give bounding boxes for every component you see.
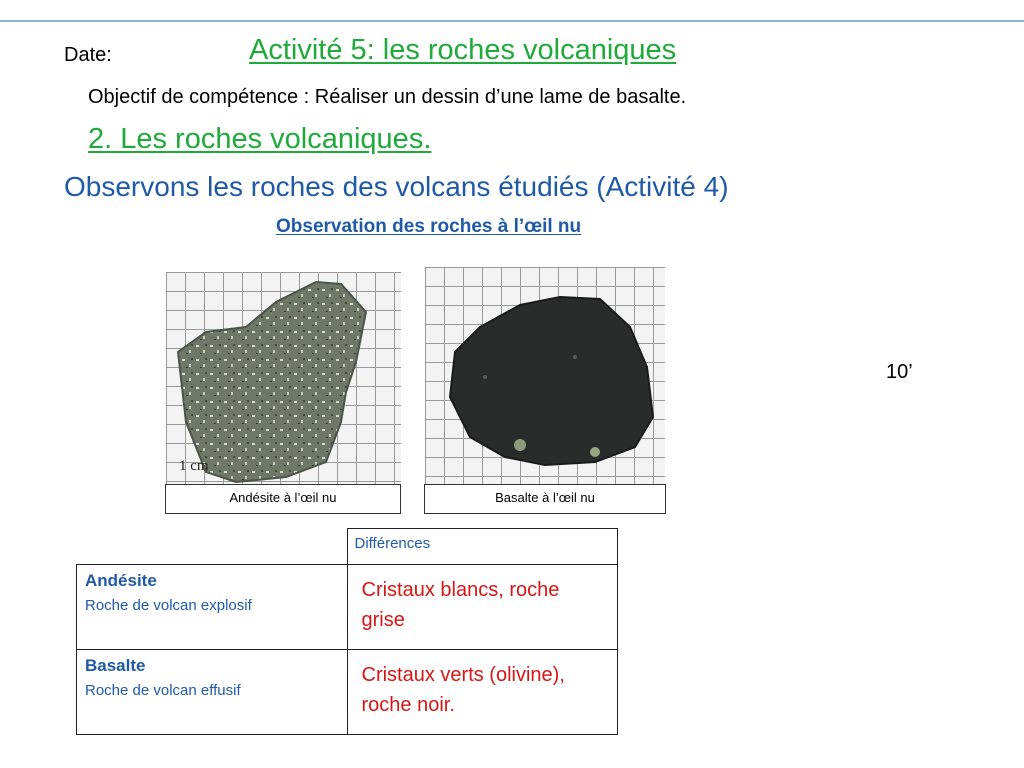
top-divider-line: [0, 20, 1024, 22]
differences-table: [76, 528, 618, 735]
time-note: 10’: [886, 361, 913, 383]
table-header-row: [77, 529, 618, 565]
rock-name: Basalte: [85, 656, 146, 675]
andesite-photo: [166, 272, 401, 484]
objective-text: Objectif de compétence : Réaliser un dessin d’une lame de basalte.: [88, 86, 687, 108]
date-label: Date:: [64, 44, 112, 66]
basalt-caption: Basalte à l’œil nu: [424, 484, 666, 514]
table-row: [77, 565, 618, 650]
table-row: [77, 650, 618, 735]
table-corner-cell: [77, 529, 348, 565]
andesite-caption: Andésite à l’œil nu: [165, 484, 401, 514]
observation-subtitle: Observation des roches à l’œil nu: [276, 216, 582, 237]
rock-cell-basalt: [77, 650, 348, 735]
scale-label: 1 cm: [179, 458, 209, 474]
difference-basalt: Cristaux verts (olivine), roche noir.: [347, 650, 617, 735]
difference-andesite: Cristaux blancs, roche grise: [347, 565, 617, 650]
rock-type: Roche de volcan explosif: [85, 597, 252, 614]
activity-title: Activité 5: les roches volcaniques: [249, 34, 677, 66]
section-title: 2. Les roches volcaniques.: [88, 123, 432, 155]
observe-title: Observons les roches des volcans étudiés (Activité 4): [64, 171, 729, 202]
basalt-rock-illustration: [425, 267, 665, 484]
table-header-differences: Différences: [347, 529, 617, 565]
rock-name: Andésite: [85, 571, 157, 590]
rock-cell-andesite: [77, 565, 348, 650]
basalt-photo: [425, 267, 665, 484]
andesite-rock-illustration: [166, 272, 401, 484]
rock-type: Roche de volcan effusif: [85, 682, 241, 699]
